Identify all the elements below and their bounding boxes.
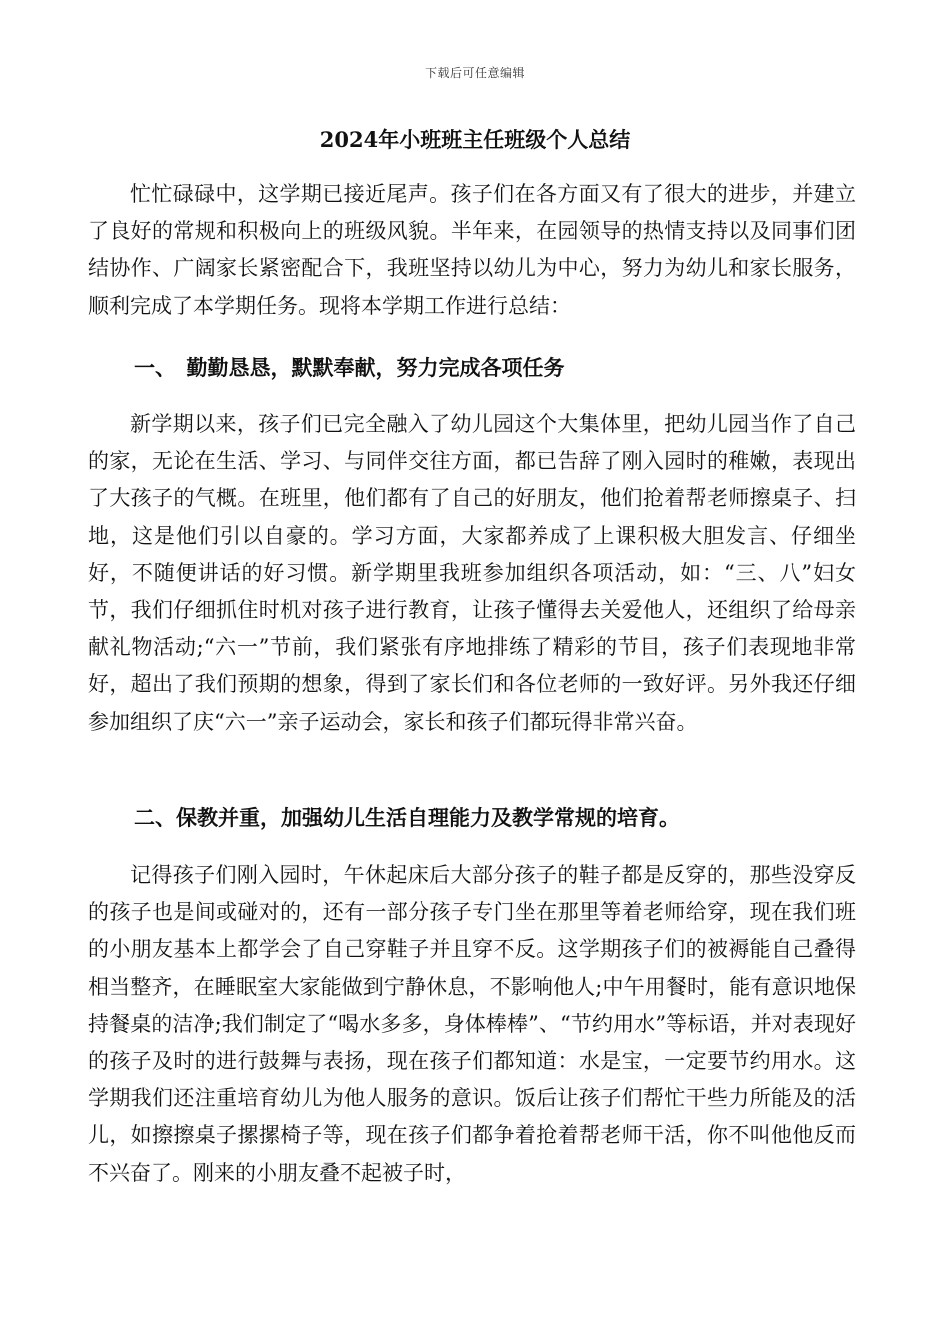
intro-paragraph: 忙忙碌碌中，这学期已接近尾声。孩子们在各方面又有了很大的进步，并建立了良好的常规和积极向上的班级风貌。半年来，在园领导的热情支持以及同事们团结协作、广阔家长紧密配合下，我班坚持以幼儿为中心，努力为幼儿和家长服务，顺利完成了本学期任务。现将本学期工作进行总结：: [88, 182, 856, 318]
section-1-heading: 一、 勤勤恳恳，默默奉献，努力完成各项任务: [134, 355, 565, 380]
section-2-paragraph: 记得孩子们刚入园时，午休起床后大部分孩子的鞋子都是反穿的，那些没穿反的孩子也是间或碰对的，还有一部分孩子专门坐在那里等着老师给穿，现在我们班的小朋友基本上都学会了自己穿鞋子并且穿不反。这学期孩子们的被褥能自己叠得相当整齐，在睡眠室大家能做到宁静休息，不影响他人;中午用餐时，能有意识地保持餐桌的洁净;我们制定了“喝水多多，身体棒棒”、“节约用水”等标语，并对表现好的孩子及时的进行鼓舞与表扬，现在孩子们都知道：水是宝，一定要节约用水。这学期我们还注重培育幼儿为他人服务的意识。饭后让孩子们帮忙干些力所能及的活儿，如擦擦桌子摞摞椅子等，现在孩子们都争着抢着帮老师干活，你不叫他他反而不兴奋了。刚来的小朋友叠不起被子时，: [88, 863, 856, 1185]
header-note: 下载后可任意编辑: [424, 66, 525, 80]
section-1-paragraph: 新学期以来，孩子们已完全融入了幼儿园这个大集体里，把幼儿园当作了自己的家，无论在生活、学习、与同伴交往方面，都已告辞了刚入园时的稚嫩，表现出了大孩子的气概。在班里，他们都有了自己的好朋友，他们抢着帮老师擦桌子、扫地，这是他们引以自豪的。学习方面，大家都养成了上课积极大胆发言、仔细坐好，不随便讲话的好习惯。新学期里我班参加组织各项活动，如：“三、八”妇女节，我们仔细抓住时机对孩子进行教育，让孩子懂得去关爱他人，还组织了给母亲献礼物活动;“六一”节前，我们紧张有序地排练了精彩的节目，孩子们表现地非常好，超出了我们预期的想象，得到了家长们和各位老师的一致好评。另外我还仔细参加组织了庆“六一”亲子运动会，家长和孩子们都玩得非常兴奋。: [88, 412, 856, 734]
section-2-heading: 二、保教并重，加强幼儿生活自理能力及教学常规的培育。: [134, 805, 680, 830]
document-title: 2024年小班班主任班级个人总结: [319, 127, 631, 152]
